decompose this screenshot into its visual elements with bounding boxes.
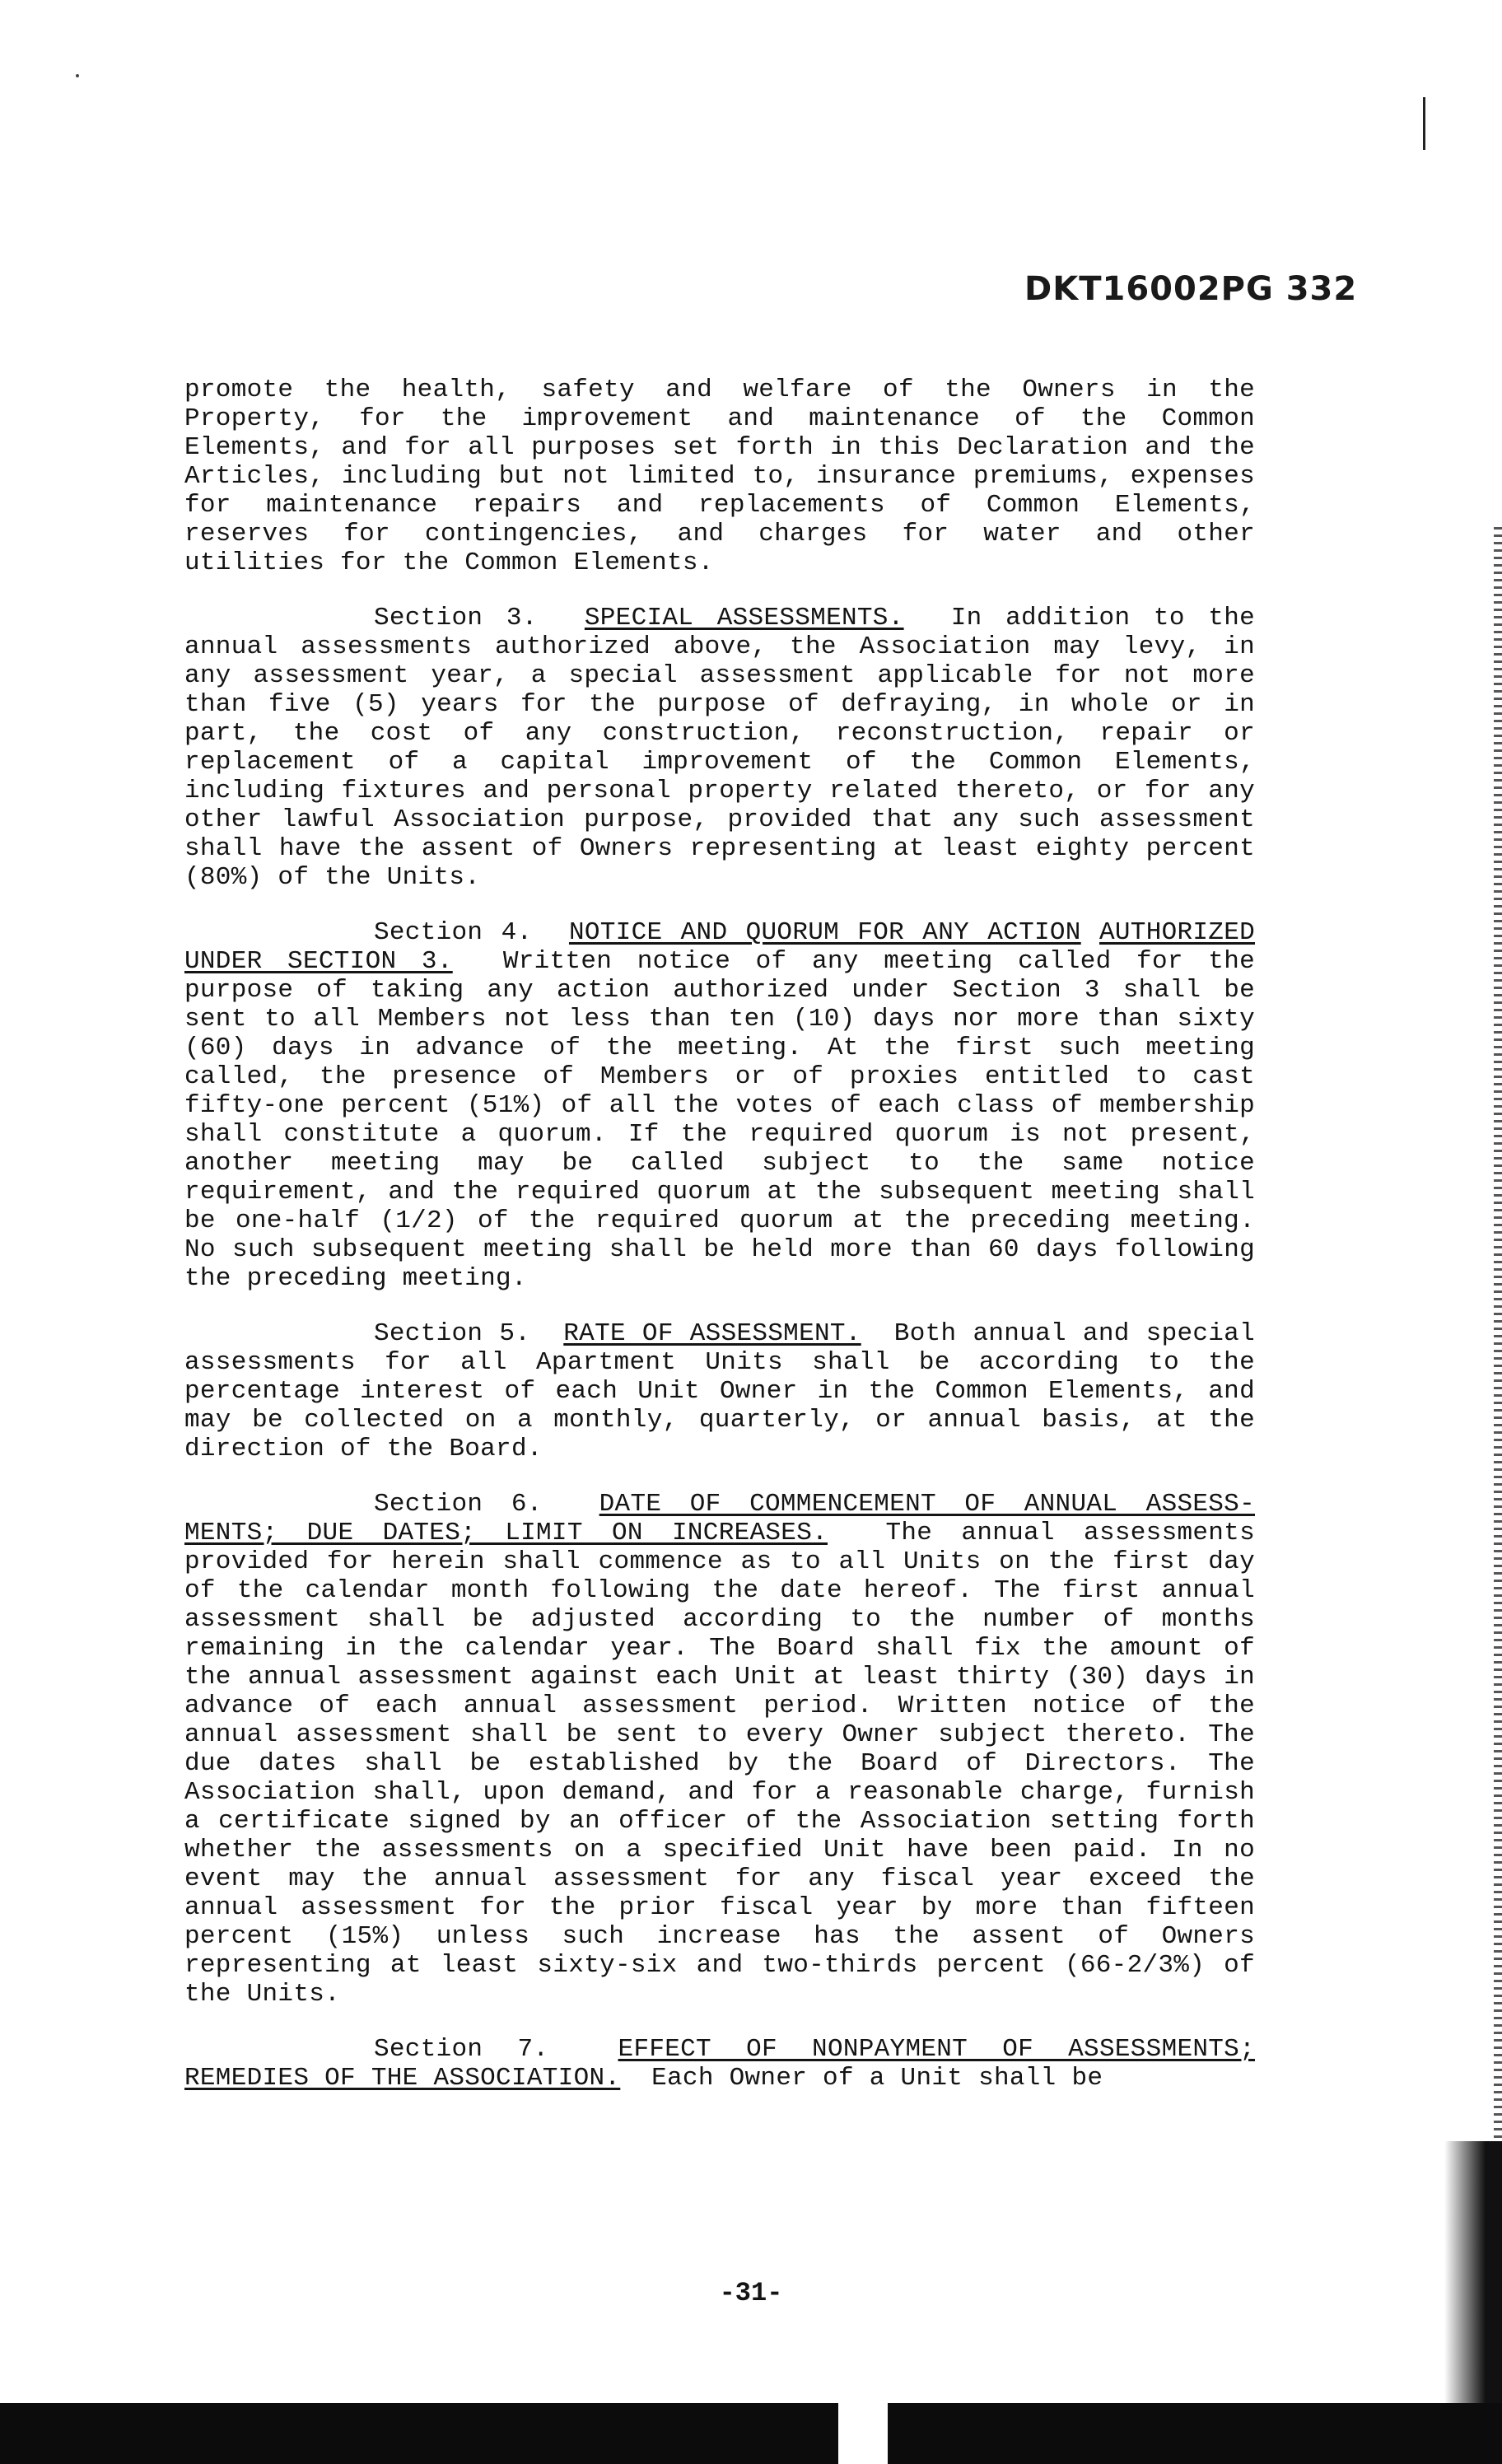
paragraph-intro [184,376,1255,577]
section-number: Section 5. [374,1319,531,1348]
scan-mark [1423,97,1425,150]
section-heading: DATE OF COMMENCEMENT OF ANNUAL ASSESS- [599,1490,1255,1519]
section-number: Section 7. [374,2035,549,2064]
section-heading: RATE OF ASSESSMENT. [563,1319,861,1348]
paragraph-text: Each Owner of a Unit shall be [651,2064,1103,2093]
section-heading: EFFECT OF NONPAYMENT OF ASSESSMENTS; [618,2035,1255,2064]
paragraph-text: The annual assessments provided for herein shall commence as to all Units on the first day of the calendar month following the date hereof. The first annual assessment shall be adjusted according to the number of months remaining in the calendar year. The Board shall fix the amount of the annual assessment against each Unit at least thirty (30) days in advance of each annual assessment period. Written notice of the annual assessment shall be sent to every Owner subject thereto. The due dates shall be established by the Board of Directors. The Association shall, upon demand, and for a reasonable charge, furnish a certificate signed by an officer of the Association setting forth whether the assessments on a specified Unit have been paid. In no event may the annual assessment for any fiscal year exceed the annual assessment for the prior fiscal year by more than fifteen percent (15%) unless such increase has the assent of Owners representing at least sixty-six and two-thirds percent (66-2/3%) of the Units. [184,1519,1255,2009]
paragraph-section-3 [184,604,1255,892]
paragraph-section-6 [184,1490,1255,2009]
scan-bottom-gap [838,2403,888,2464]
section-number: Section 4. [374,918,533,947]
section-heading: SPECIAL ASSESSMENTS. [584,604,904,632]
scan-corner-shadow [1444,2141,1502,2405]
paragraph-section-5 [184,1319,1255,1463]
section-heading-continued: REMEDIES OF THE ASSOCIATION. [184,2064,621,2093]
book-page-reference: DKT16002PG 332 [1024,270,1358,308]
section-heading: NOTICE AND QUORUM FOR ANY ACTION [568,918,1081,947]
paragraph-section-4 [184,918,1255,1293]
paragraph-text: Written notice of any meeting called for the purpose of taking any action authorized under Section 3 shall be sent to all Members not less than ten (10) days nor more than sixty (60) days in advance of the meeting. At the first such meeting called, the presence of Members or of proxies entitled to cast fifty-one percent (51%) of all the votes of each class of membership shall constitute a quorum. If the required quorum is not present, another meeting may be called subject to the same notice requirement, and the required quorum at the subsequent meeting shall be one-half (1/2) of the required quorum at the preceding meeting. No such subsequent meeting shall be held more than 60 days following the preceding meeting. [184,947,1256,1293]
paragraph-text: Both annual and special assessments for all Apartment Units shall be according to the percentage interest of each Unit Owner in the Common Elements, and may be collected on a monthly, quarterly, or annual basis, at the direction of the Board. [184,1319,1255,1463]
document-body [184,376,1255,2119]
scan-speck [76,74,79,77]
paragraph-text: In addition to the annual assessments authorized above, the Association may levy, in any assessment year, a special assessment applicable for not more than five (5) years for the purpose of defraying, in whole or in part, the cost of any construction, reconstruction, repair or replacement of a capital improvement of the Common Elements, including fixtures and personal property related thereto, or for any other lawful Association purpose, provided that any such assessment shall have the assent of Owners representing at least eighty percent (80%) of the Units. [184,604,1256,892]
page-number: -31- [719,2278,783,2308]
section-heading-continued: MENTS; DUE DATES; LIMIT ON INCREASES. [184,1519,828,1547]
section-number: Section 3. [374,604,538,632]
paragraph-text: promote the health, safety and welfare of the Owners in the Property, for the improvement and maintenance of the Common Elements, and for all purposes set forth in this Declaration and the Articles, including but not limited to, insurance premiums, expenses for maintenance repairs and replacements of Common Elements, reserves for contingencies, and charges for water and other utilities for the Common Elements. [184,376,1255,577]
section-number: Section 6. [374,1490,543,1519]
section-heading-continued: AUTHORIZED UNDER SECTION 3. [184,918,1256,976]
scan-bottom-border [0,2403,1502,2464]
scan-edge-noise [1494,527,1502,2141]
paragraph-section-7 [184,2035,1255,2093]
